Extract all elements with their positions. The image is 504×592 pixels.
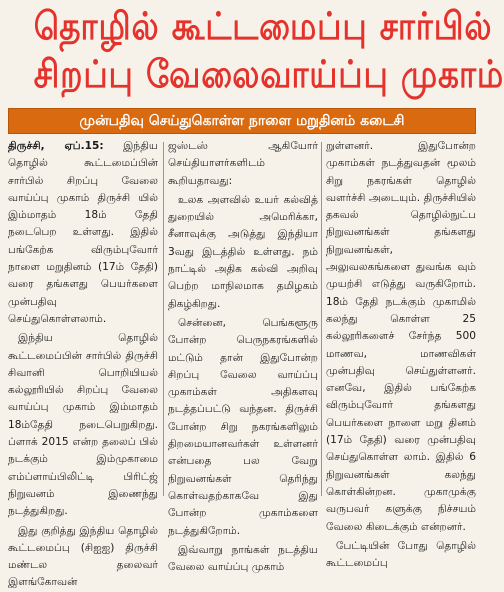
- article-paragraph: உலக அளவில் உயர் கல்வித் துறையில் அமெரிக்கா, சீனாவுக்கு அடுத்து இந்தியா 3வது இடத்தில் உள்ளது. நம் நாட்டில் அதிக கல்வி அறிவு பெற்ற மாநிலமாக தமிழகம் திகழ்கிறது.: [168, 193, 318, 310]
- article-body: [8, 138, 478, 589]
- column-divider: [163, 142, 164, 496]
- dateline: திருச்சி, ஏப்.15:: [8, 140, 104, 152]
- column-divider: [321, 142, 322, 496]
- article-paragraph: பேட்டியின் போது தொழில் கூட்டமைப்பு: [326, 539, 476, 570]
- article-paragraph: இது குறித்து இந்திய தொழில் கூட்டமைப்பு (சிஐஐ) திருச்சி மண்டல தலைவர் இளங்கோவன்: [8, 524, 158, 589]
- paragraph-text: இந்திய தொழில் கூட்டமைப்பின் சார்பில் சிறப்பு வேலை வாய்ப்பு முகாம் திருச்சி யில் இம்மாதம் 18ம் தேதி நடைபெற உள்ளது. இதில் பங்கேற்க விரும்புவோர் நாளை மறுதினம் (17ம் தேதி) வரை தங்களது பெயர்களை முன்பதிவு செய்துகொள்ளலாம்.: [8, 140, 158, 325]
- article-column-1: [8, 138, 158, 589]
- article-column-3: [326, 138, 476, 570]
- article-paragraph: இந்திய தொழில் கூட்டமைப்பின் சார்பில் திருச்சி சிவானி பொறியியல் கல்லூரியில் சிறப்பு வேலை வாய்ப்பு முகாம் இம்மாதம் 18ம்தேதி நடைபெறுகிறது. ப்ளாக் 2015 என்ற தலைப் பில் நடக்கும் இம்முகாமை எம்ப்ளாய்பிலிட்டி பிரிட்ஜ் நிறுவனம் இணைந்து நடத்துகிறது.: [8, 332, 158, 518]
- article-paragraph: ஜஸ்டஸ் ஆகியோர் செய்தியாளர்களிடம் கூறியதாவது:: [168, 140, 318, 187]
- subheading-banner: முன்பதிவு செய்துகொள்ள நாளை மறுதினம் கடைசி: [8, 108, 476, 134]
- article-paragraph: இவ்வாறு நாங்கள் நடத்திய வேலை வாய்ப்பு முகாம்: [168, 543, 318, 574]
- article-paragraph: சென்னை, பெங்களூரு போன்ற பெருநகரங்களில் மட்டும் தான் இதுபோன்ற சிறப்பு வேலை வாய்ப்பு முகாம்கள் அதிகளவு நடத்தப்பட்டு வந்தன. திருச்சி போன்ற சிறு நகரங்களிலும் திறமையானவர்கள் உள்ளனர் என்பதை பல வேறு நிறுவனங்கள் தெரிந்து கொள்வதற்காகவே இது போன்ற முகாம்களை நடத்துகிறோம்.: [168, 316, 318, 537]
- headline-line-1: தொழில் கூட்டமைப்பு சார்பில்: [33, 4, 493, 48]
- article-paragraph: [8, 138, 158, 328]
- article-paragraph: றுள்ளனர். இதுபோன்ற முகாம்கள் நடத்துவதன் மூலம் சிறு நகரங்கள் தொழில் வளர்ச்சி அடையும். திருச்சியில் தகவல் தொழில்நுட்ப நிறுவனங்கள் தங்களது நிறுவனங்கள், அலுவலகங்களை துவங்க வும் முயற்சி எடுத்து வருகிறோம். 18ம் தேதி நடக்கும் முகாமில் கலந்து கொள்ள 25 கல்லூரிகளைச் சேர்ந்த 500 மாணவ, மாணவிகள் முன்பதிவு செய்துள்ளனர். எனவே, இதில் பங்கேற்க விரும்புவோர் தங்களது பெயர்களை நாளை மறு தினம் (17ம் தேதி) வரை முன்பதிவு செய்துகொள்ள லாம். இதில் 6 நிறுவனங்கள் கலந்து கொள்கின்றன. முகாமுக்கு வருபவர் களுக்கு நிச்சயம் வேலை கிடைக்கும் என்றனர்.: [326, 140, 476, 533]
- article-column-2: [168, 138, 318, 574]
- headline-line-2: சிறப்பு வேலைவாய்ப்பு முகாம்: [33, 52, 504, 96]
- headline: [0, 0, 504, 104]
